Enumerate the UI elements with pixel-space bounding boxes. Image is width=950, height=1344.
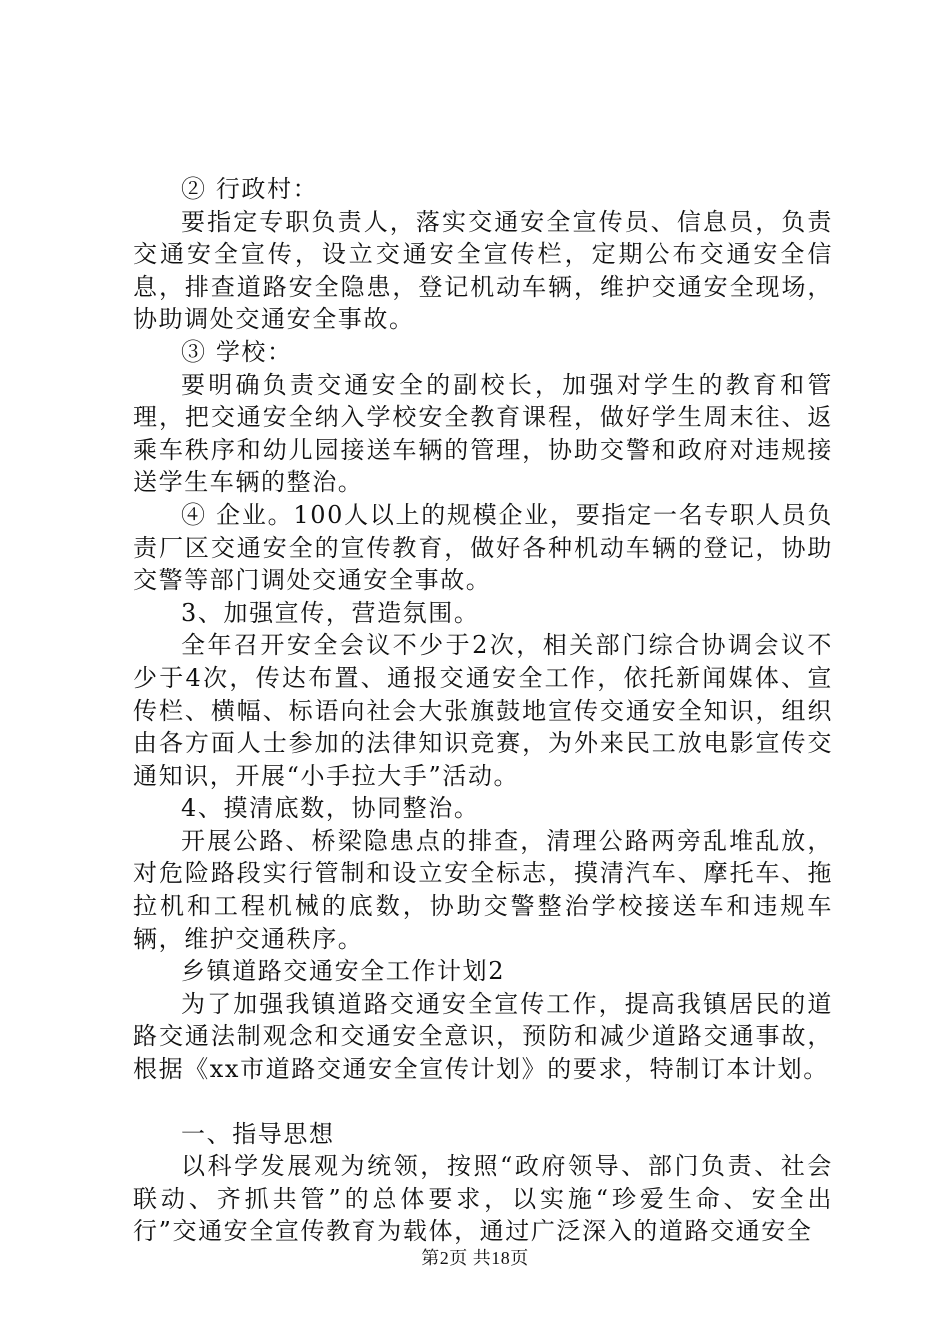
paragraph-village: 要指定专职负责人，落实交通安全宣传员、信息员，负责交通安全宣传，设立交通安全宣传栏，定期公布交通安全信息，排查道路安全隐患，登记机动车辆，维护交通安全现场，协助调处交通安全事故。 [133,207,833,334]
subheading-village: ② 行政村： [181,175,319,203]
paragraph-enterprise: ④ 企业。100人以上的规模企业，要指定一名专职人员负责厂区交通安全的宣传教育，做好各种机动车辆的登记，协助交警等部门调处交通安全事故。 [133,500,833,595]
paragraph-rectification: 开展公路、桥梁隐患点的排查，清理公路两旁乱堆乱放，对危险路段实行管制和设立安全标志，摸清汽车、摩托车、拖拉机和工程机械的底数，协助交警整治学校接送车和违规车辆，维护交通秩序。 [133,826,833,953]
paragraph-school: 要明确负责交通安全的副校长，加强对学生的教育和管理，把交通安全纳入学校安全教育课程，做好学生周末往、返乘车秩序和幼儿园接送车辆的管理，协助交警和政府对违规接送学生车辆的整治。 [133,370,833,497]
paragraph-publicity: 全年召开安全会议不少于2次，相关部门综合协调会议不少于4次，传达布置、通报交通安全工作，依托新闻媒体、宣传栏、横幅、标语向社会大张旗鼓地宣传交通安全知识，组织由各方面人士参加的法律知识竞赛，为外来民工放电影宣传交通知识，开展“小手拉大手”活动。 [133,631,833,790]
blank-line [133,1086,833,1118]
paragraph-plan-intro: 为了加强我镇道路交通安全宣传工作，提高我镇居民的道路交通法制观念和交通安全意识，预防和减少道路交通事故，根据《xx市道路交通安全宣传计划》的要求，特制订本计划。 [133,989,833,1084]
heading-rectification: 4、摸清底数，协同整治。 [181,794,480,823]
paragraph-guiding-ideology: 以科学发展观为统领，按照“政府领导、部门负责、社会联动、齐抓共管”的总体要求，以实施“珍爱生命、安全出行”交通安全宣传教育为载体，通过广泛深入的道路交通安全 [133,1152,833,1246]
subheading-school: ③ 学校： [181,337,293,366]
heading-guiding-ideology: 一、指导思想 [181,1119,335,1148]
section-title-plan-2: 乡镇道路交通安全工作计划2 [181,957,506,986]
document-body [133,173,833,1248]
heading-publicity: 3、加强宣传，营造氛围。 [181,598,480,627]
page-footer: 第2页 共18页 [421,1248,529,1268]
